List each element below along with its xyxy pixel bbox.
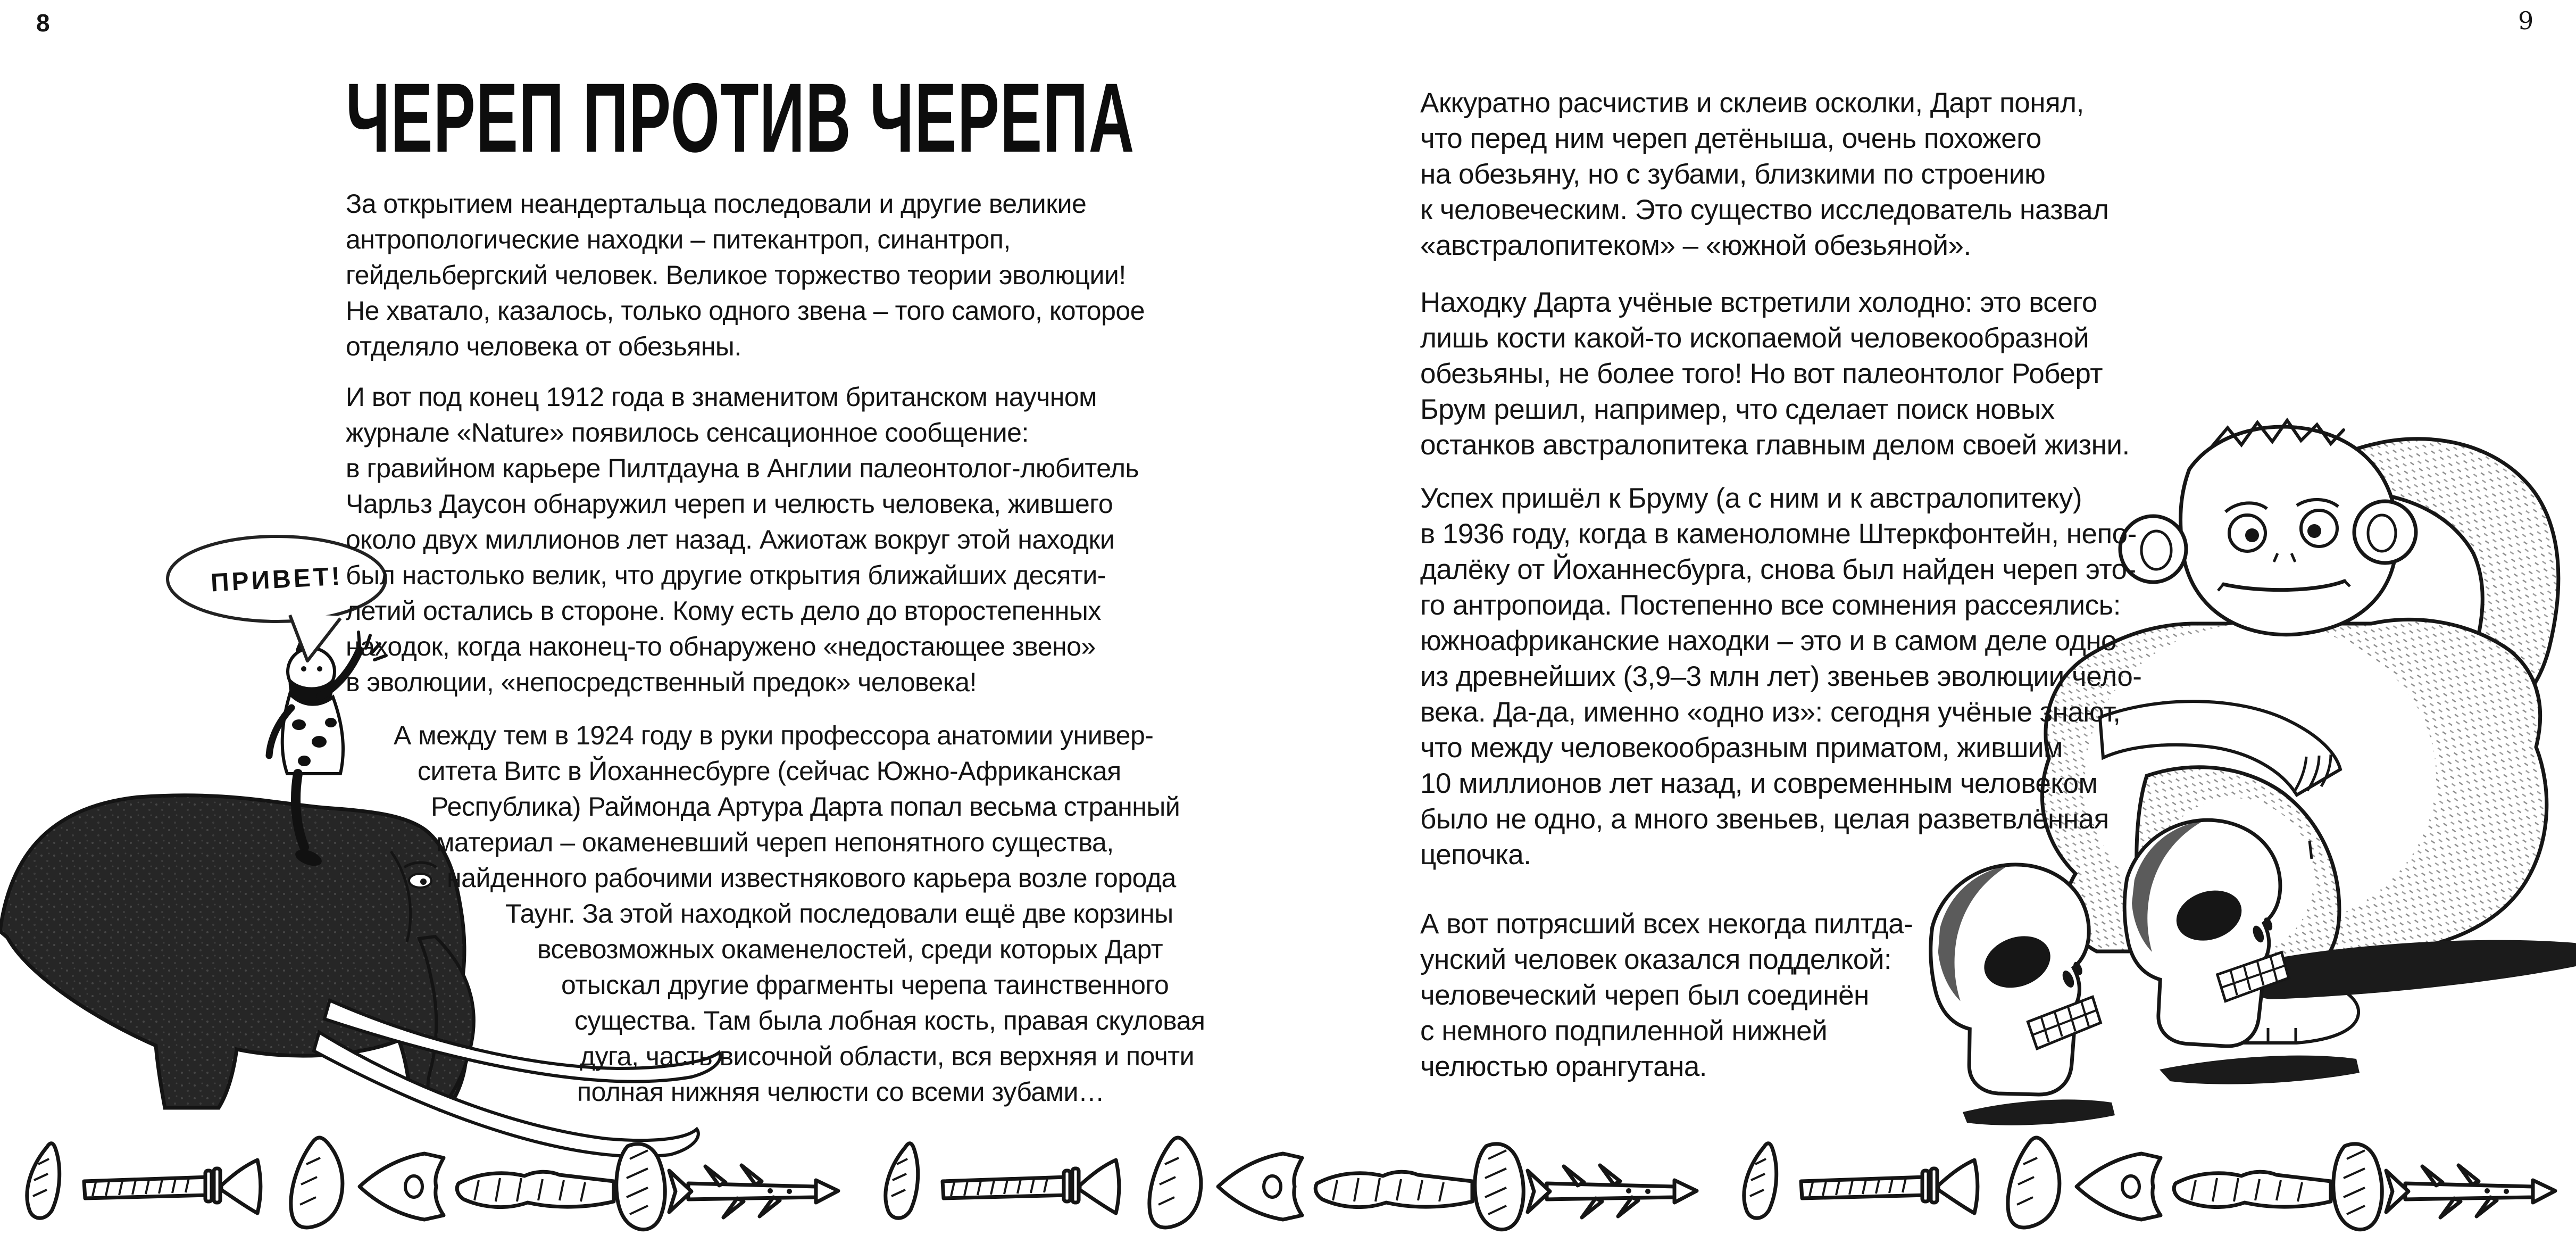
text-line: унский человек оказался подделкой: bbox=[1420, 944, 1892, 975]
text-line: был настолько велик, что другие открытия ближайших десяти- bbox=[346, 560, 1106, 590]
text-line: цепочка. bbox=[1420, 839, 1531, 871]
paragraph-left-1 bbox=[346, 186, 1145, 364]
text-line: останков австралопитека главным делом своей жизни. bbox=[1420, 429, 2130, 461]
text-line: материал – окаменевший череп непонятного существа, bbox=[436, 827, 1114, 857]
text-line: обезьяны, не более того! Но вот палеонтолог Роберт bbox=[1420, 358, 2103, 389]
text-line: в эволюции, «непосредственный предок» человека! bbox=[346, 667, 977, 697]
text-line: существа. Там была лобная кость, правая скуловая bbox=[574, 1006, 1205, 1035]
text-line: найденного рабочими известнякового карьера возле города bbox=[447, 863, 1176, 893]
text-line: южноафриканские находки – это и в самом деле одно bbox=[1420, 625, 2116, 657]
text-line: что между человекообразным приматом, жившим bbox=[1420, 732, 2063, 764]
text-line: к человеческим. Это существо исследователь назвал bbox=[1420, 194, 2109, 226]
text-line: в гравийном карьере Пилтдауна в Англии палеонтолог-любитель bbox=[346, 453, 1139, 483]
text-line: «австралопитеком» – «южной обезьяной». bbox=[1420, 230, 1971, 261]
paragraph-right-2 bbox=[1420, 285, 2130, 463]
text-line: из древнейших (3,9–3 млн лет) звеньев эволюции чело- bbox=[1420, 661, 2142, 692]
text-line: челюстью орангутана. bbox=[1420, 1051, 1707, 1082]
text-line: всевозможных окаменелостей, среди которых Дарт bbox=[537, 934, 1163, 964]
paragraph-right-1 bbox=[1420, 85, 2108, 263]
text-line: человеческий череп был соединён bbox=[1420, 980, 1869, 1011]
text-line: на обезьяну, но с зубами, близкими по строению bbox=[1420, 159, 2046, 190]
text-line: с немного подпиленной нижней bbox=[1420, 1015, 1828, 1047]
text-line: дуга, часть височной области, вся верхняя и почти bbox=[580, 1041, 1195, 1071]
page-number-left: 8 bbox=[36, 9, 50, 37]
paragraph-right-3 bbox=[1420, 480, 2141, 873]
text-line: го антропоида. Постепенно все сомнения рассеялись: bbox=[1420, 590, 2121, 621]
text-line: А вот потрясший всех некогда пилтда- bbox=[1420, 908, 1913, 940]
text-line: было не одно, а много звеньев, целая разветвлённая bbox=[1420, 803, 2109, 835]
text-line: века. Да-да, именно «одно из»: сегодня учёные знают, bbox=[1420, 697, 2121, 728]
page-number-right: 9 bbox=[2518, 6, 2534, 35]
text-line: Таунг. За этой находкой последовали ещё две корзины bbox=[505, 899, 1173, 929]
paragraph-right-4 bbox=[1420, 906, 1913, 1084]
text-line: Брум решил, например, что сделает поиск новых bbox=[1420, 394, 2055, 425]
text-line: в 1936 году, когда в каменоломне Штеркфонтейн, непо- bbox=[1420, 518, 2137, 550]
chapter-title: ЧЕРЕП ПРОТИВ ЧЕРЕПА bbox=[346, 63, 1135, 173]
text-line: ситета Витс в Йоханнесбурге (сейчас Южно-Африканская bbox=[418, 756, 1121, 786]
paragraph-left-2 bbox=[346, 379, 1139, 700]
text-line: Успех пришёл к Бруму (а с ним и к австралопитеку) bbox=[1420, 483, 2082, 514]
text-line: И вот под конец 1912 года в знаменитом британском научном bbox=[346, 382, 1097, 412]
text-line: Находку Дарта учёные встретили холодно: это всего bbox=[1420, 287, 2097, 318]
text-line: отыскал другие фрагменты черепа таинственного bbox=[561, 970, 1169, 1000]
skull-shadow bbox=[2160, 1056, 2360, 1084]
text-line: лишь кости какой-то ископаемой человекообразной bbox=[1420, 322, 2089, 354]
text-line: далёку от Йоханнесбурга, снова был найден череп это- bbox=[1420, 554, 2136, 585]
text-line: что перед ним череп детёныша, очень похожего bbox=[1420, 123, 2041, 154]
text-line: отделяло человека от обезьяны. bbox=[346, 331, 741, 361]
text-line: находок, когда наконец-то обнаружено «недостающее звено» bbox=[346, 632, 1096, 661]
text-line: летий остались в стороне. Кому есть дело до второстепенных bbox=[346, 596, 1101, 626]
text-line: Аккуратно расчистив и склеив осколки, Дарт понял, bbox=[1420, 87, 2084, 119]
skull-shadow bbox=[1963, 1099, 2115, 1125]
text-line: около двух миллионов лет назад. Ажиотаж вокруг этой находки bbox=[346, 525, 1115, 554]
text-line: А между тем в 1924 году в руки профессора анатомии универ- bbox=[394, 720, 1154, 750]
text-line: гейдельбергский человек. Великое торжество теории эволюции! bbox=[346, 260, 1126, 290]
paragraph-left-3 bbox=[346, 718, 1205, 1110]
text-line: Чарльз Даусон обнаружил череп и челюсть человека, жившего bbox=[346, 489, 1113, 519]
text-line: Не хватало, казалось, только одного звена – того самого, которое bbox=[346, 296, 1145, 326]
stone-tools-border bbox=[0, 1127, 2576, 1233]
text-line: Республика) Раймонда Артура Дарта попал весьма странный bbox=[431, 792, 1180, 822]
speech-bubble-text: ПРИВЕТ! bbox=[210, 562, 344, 598]
text-line: полная нижняя челюсти со всеми зубами… bbox=[577, 1077, 1105, 1107]
skull-icon bbox=[1922, 857, 2107, 1105]
text-line: 10 миллионов лет назад, и современным человеком bbox=[1420, 768, 2098, 799]
text-line: антропологические находки – питекантроп, синантроп, bbox=[346, 225, 1011, 254]
text-line: За открытием неандертальца последовали и другие великие bbox=[346, 189, 1087, 219]
text-line: журнале «Nature» появилось сенсационное сообщение: bbox=[346, 418, 1029, 447]
